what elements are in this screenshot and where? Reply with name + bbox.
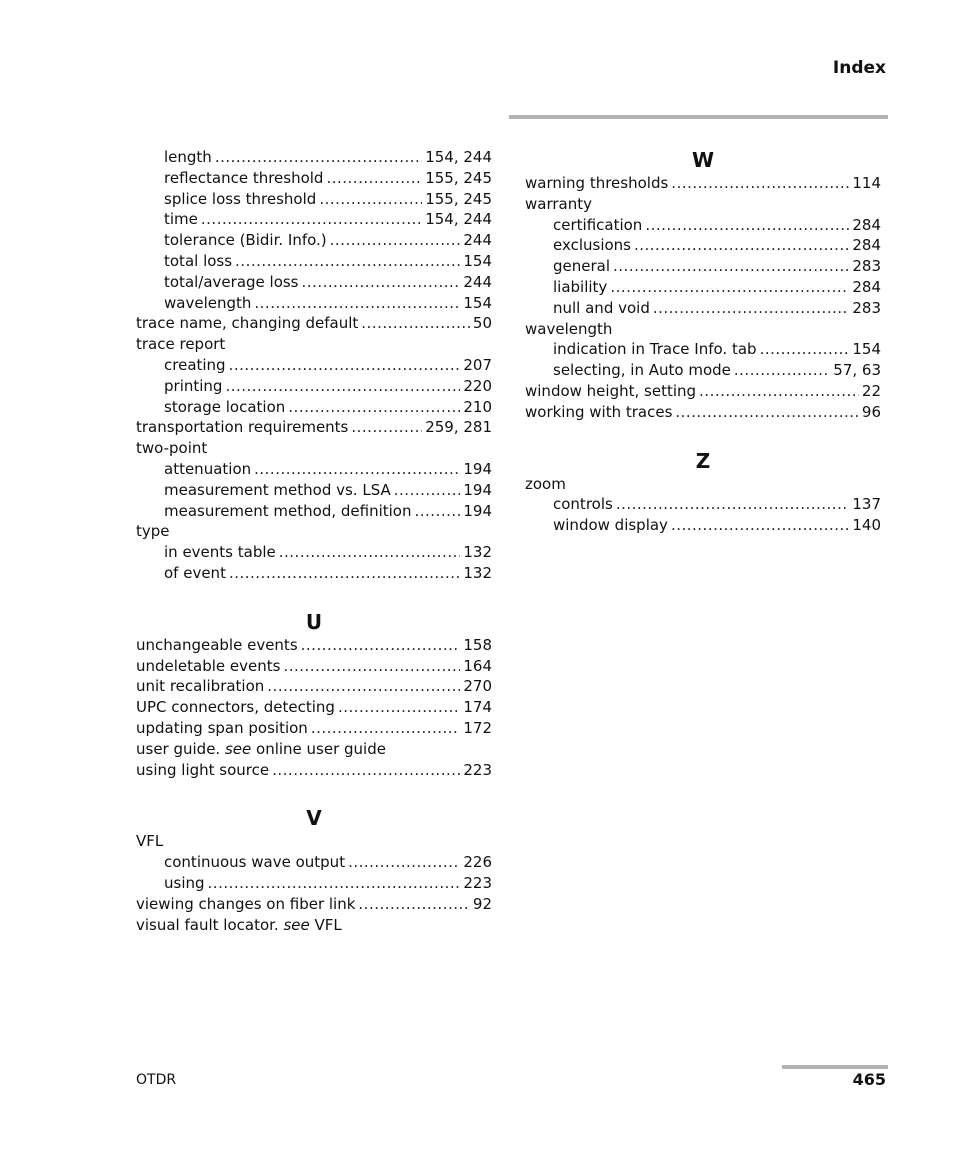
index-term bbox=[164, 542, 276, 563]
dot-leader bbox=[288, 397, 460, 418]
index-term-text: warning thresholds bbox=[525, 174, 669, 192]
index-term bbox=[164, 189, 316, 210]
index-term-text: printing bbox=[164, 376, 223, 395]
dot-leader bbox=[671, 173, 849, 194]
section-gap bbox=[525, 423, 881, 448]
index-term-text: trace report bbox=[136, 335, 226, 354]
index-subentry bbox=[525, 515, 881, 536]
dot-leader bbox=[208, 873, 461, 894]
index-term bbox=[136, 635, 298, 656]
index-entry bbox=[136, 831, 492, 852]
index-term-text: exclusions bbox=[553, 236, 631, 255]
page-reference: 164 bbox=[463, 656, 492, 675]
index-term-text: selecting, in Auto mode bbox=[553, 361, 731, 380]
index-entry bbox=[136, 894, 492, 915]
index-subentry bbox=[525, 339, 881, 360]
index-term bbox=[136, 718, 308, 739]
index-entry bbox=[525, 194, 881, 215]
header-rule bbox=[509, 115, 888, 119]
dot-leader bbox=[616, 494, 850, 515]
index-term-text: zoom bbox=[525, 474, 566, 493]
page-reference: 137 bbox=[852, 495, 881, 514]
page-reference: 226 bbox=[463, 853, 492, 872]
page-reference: 132 bbox=[463, 563, 492, 582]
index-entry bbox=[136, 760, 492, 781]
index-entry bbox=[136, 656, 492, 677]
index-term-text: working with traces bbox=[525, 402, 673, 421]
index-term-text: liability bbox=[553, 277, 608, 296]
index-subentry bbox=[136, 209, 492, 230]
page-reference: 259, 281 bbox=[425, 418, 492, 437]
index-subentry bbox=[136, 873, 492, 894]
index-term bbox=[136, 894, 355, 915]
page-reference: 194 bbox=[463, 501, 492, 520]
index-term bbox=[553, 277, 607, 298]
dot-leader bbox=[235, 251, 460, 272]
index-entry bbox=[525, 173, 881, 194]
page-reference: 174 bbox=[463, 698, 492, 717]
page-reference: 154 bbox=[463, 251, 492, 270]
index-entry bbox=[525, 381, 881, 402]
page-reference: 244 bbox=[463, 231, 492, 250]
dot-leader bbox=[302, 272, 461, 293]
index-entry bbox=[136, 915, 492, 936]
page-reference: 155, 245 bbox=[425, 168, 492, 187]
index-term bbox=[164, 168, 323, 189]
dot-leader bbox=[229, 563, 460, 584]
page-reference: 244 bbox=[463, 272, 492, 291]
dot-leader bbox=[645, 215, 849, 236]
page-reference: 158 bbox=[463, 635, 492, 654]
page-reference: 132 bbox=[463, 543, 492, 562]
index-term bbox=[553, 494, 613, 515]
index-letter-heading: U bbox=[305, 609, 323, 634]
index-term bbox=[136, 739, 386, 760]
page-reference: 194 bbox=[463, 459, 492, 478]
index-entry bbox=[136, 438, 492, 459]
index-term-text: using bbox=[164, 873, 205, 892]
dot-leader bbox=[361, 313, 470, 334]
index-subentry bbox=[525, 298, 881, 319]
index-term bbox=[164, 480, 391, 501]
index-subentry bbox=[525, 256, 881, 277]
index-term bbox=[553, 256, 610, 277]
index-subentry bbox=[525, 215, 881, 236]
page-reference: 194 bbox=[463, 480, 492, 499]
index-entry bbox=[136, 334, 492, 355]
see-reference: see bbox=[224, 739, 252, 758]
index-subentry bbox=[136, 272, 492, 293]
index-term-text: unchangeable events bbox=[136, 635, 298, 654]
dot-leader bbox=[358, 894, 470, 915]
index-entry bbox=[136, 739, 492, 760]
index-subentry bbox=[136, 293, 492, 314]
page-reference: 50 bbox=[472, 314, 492, 333]
index-term-text: using light source bbox=[136, 760, 270, 779]
page-reference: 284 bbox=[852, 215, 881, 234]
dot-leader bbox=[330, 230, 461, 251]
dot-leader bbox=[675, 402, 859, 423]
dot-leader bbox=[760, 339, 850, 360]
index-entry bbox=[525, 402, 881, 423]
index-term-text: undeletable events bbox=[136, 656, 281, 675]
index-subentry bbox=[525, 494, 881, 515]
dot-leader bbox=[215, 147, 422, 168]
index-term-text: attenuation bbox=[164, 459, 252, 478]
index-term-text: trace name, changing default bbox=[136, 314, 359, 333]
page-reference: 220 bbox=[463, 376, 492, 395]
page-reference: 283 bbox=[852, 298, 881, 317]
index-term-text: time bbox=[164, 210, 198, 229]
index-entry bbox=[525, 474, 881, 495]
dot-leader bbox=[734, 360, 830, 381]
index-term bbox=[164, 272, 299, 293]
page-reference: 223 bbox=[463, 760, 492, 779]
index-term bbox=[164, 852, 345, 873]
dot-leader bbox=[394, 480, 461, 501]
index-term-text: reflectance threshold bbox=[164, 168, 324, 187]
index-subentry bbox=[525, 360, 881, 381]
index-term-text: indication in Trace Info. tab bbox=[553, 340, 757, 359]
index-term bbox=[136, 521, 170, 542]
dot-leader bbox=[634, 235, 849, 256]
index-letter-heading: W bbox=[691, 148, 715, 172]
index-term-text: length bbox=[164, 148, 212, 166]
index-subentry bbox=[136, 168, 492, 189]
index-term-text: viewing changes on fiber link bbox=[136, 894, 356, 913]
page-reference: 22 bbox=[861, 381, 881, 400]
index-term-text: warranty bbox=[525, 194, 592, 213]
dot-leader bbox=[279, 542, 461, 563]
footer-rule bbox=[782, 1065, 888, 1069]
index-letter-heading: Z bbox=[695, 448, 711, 473]
footer-product: OTDR bbox=[136, 1072, 177, 1088]
index-term bbox=[136, 313, 358, 334]
page-number: 465 bbox=[852, 1070, 886, 1089]
see-target: VFL bbox=[309, 915, 342, 934]
index-term bbox=[164, 397, 285, 418]
index-subentry bbox=[136, 480, 492, 501]
section-gap bbox=[136, 584, 492, 609]
index-term bbox=[164, 230, 327, 251]
dot-leader bbox=[272, 760, 460, 781]
index-term-text: VFL bbox=[136, 832, 164, 851]
page-reference: 223 bbox=[463, 873, 492, 892]
index-term-text: total loss bbox=[164, 251, 233, 270]
index-term-text: window display bbox=[553, 516, 668, 535]
page-reference: 57, 63 bbox=[833, 361, 881, 380]
dot-leader bbox=[415, 501, 461, 522]
index-term-text: type bbox=[136, 522, 170, 541]
dot-leader bbox=[267, 676, 460, 697]
page-reference: 284 bbox=[852, 277, 881, 296]
index-term-text: two-point bbox=[136, 439, 208, 458]
page-reference: 114 bbox=[852, 174, 881, 192]
dot-leader bbox=[338, 697, 460, 718]
index-term-text: in events table bbox=[164, 543, 276, 562]
index-subentry bbox=[136, 501, 492, 522]
dot-leader bbox=[229, 355, 461, 376]
index-term bbox=[164, 459, 251, 480]
index-term bbox=[136, 676, 264, 697]
index-term bbox=[553, 339, 757, 360]
index-term-text: wavelength bbox=[164, 293, 252, 312]
index-term bbox=[136, 697, 335, 718]
index-term bbox=[136, 656, 280, 677]
index-entry bbox=[136, 697, 492, 718]
page-reference: 155, 245 bbox=[425, 189, 492, 208]
index-subentry bbox=[525, 235, 881, 256]
index-term-text: UPC connectors, detecting bbox=[136, 698, 335, 717]
index-term bbox=[525, 194, 592, 215]
index-term-text: storage location bbox=[164, 397, 286, 416]
index-term bbox=[136, 915, 342, 936]
index-subentry bbox=[136, 459, 492, 480]
index-term-text: null and void bbox=[553, 298, 650, 317]
see-target: online user guide bbox=[251, 739, 386, 758]
index-entry bbox=[136, 313, 492, 334]
index-term-text: wavelength bbox=[525, 319, 613, 338]
index-term bbox=[164, 209, 198, 230]
page-reference: 154, 244 bbox=[425, 148, 492, 166]
dot-leader bbox=[319, 189, 422, 210]
index-entry bbox=[525, 319, 881, 340]
index-term bbox=[553, 215, 642, 236]
index-term bbox=[525, 402, 672, 423]
index-term bbox=[525, 319, 612, 340]
page-reference: 270 bbox=[463, 677, 492, 696]
dot-leader bbox=[225, 376, 460, 397]
dot-leader bbox=[671, 515, 849, 536]
index-term-text: splice loss threshold bbox=[164, 189, 317, 208]
index-subentry bbox=[136, 397, 492, 418]
index-entry bbox=[136, 417, 492, 438]
index-term-text: of event bbox=[164, 563, 226, 582]
dot-leader bbox=[351, 417, 422, 438]
index-subentry bbox=[136, 251, 492, 272]
dot-leader bbox=[301, 635, 461, 656]
index-term bbox=[164, 355, 226, 376]
dot-leader bbox=[613, 256, 849, 277]
index-term bbox=[164, 563, 226, 584]
page-reference: 284 bbox=[852, 236, 881, 255]
index-term-text: measurement method vs. LSA bbox=[164, 480, 391, 499]
index-term bbox=[164, 251, 232, 272]
dot-leader bbox=[326, 168, 422, 189]
page-reference: 207 bbox=[463, 355, 492, 374]
index-subentry bbox=[136, 355, 492, 376]
index-entry bbox=[136, 676, 492, 697]
index-subentry bbox=[136, 376, 492, 397]
index-term-text: continuous wave output bbox=[164, 853, 346, 872]
dot-leader bbox=[653, 298, 850, 319]
index-entry bbox=[136, 718, 492, 739]
page-reference: 154, 244 bbox=[425, 210, 492, 229]
index-term-text: total/average loss bbox=[164, 272, 299, 291]
page-reference: 140 bbox=[852, 516, 881, 535]
index-term bbox=[136, 334, 225, 355]
index-column-right bbox=[525, 147, 881, 536]
index-term-text: creating bbox=[164, 355, 226, 374]
index-term-text: measurement method, definition bbox=[164, 501, 412, 520]
index-term-text: general bbox=[553, 257, 611, 276]
index-term bbox=[525, 381, 696, 402]
dot-leader bbox=[201, 209, 422, 230]
page-reference: 210 bbox=[463, 397, 492, 416]
index-term bbox=[164, 147, 212, 168]
index-term bbox=[136, 438, 207, 459]
index-term-text: unit recalibration bbox=[136, 677, 265, 696]
index-subentry bbox=[136, 147, 492, 168]
dot-leader bbox=[254, 293, 460, 314]
index-term bbox=[553, 235, 631, 256]
index-subentry bbox=[136, 852, 492, 873]
index-term-text: user guide. bbox=[136, 739, 225, 758]
page-reference: 172 bbox=[463, 718, 492, 737]
dot-leader bbox=[283, 656, 460, 677]
index-term-text: controls bbox=[553, 495, 613, 514]
dot-leader bbox=[311, 718, 461, 739]
index-entry bbox=[136, 635, 492, 656]
index-subentry bbox=[136, 542, 492, 563]
index-letter-heading: V bbox=[306, 806, 322, 831]
index-subentry bbox=[136, 189, 492, 210]
index-term bbox=[136, 760, 269, 781]
index-term-text: tolerance (Bidir. Info.) bbox=[164, 231, 327, 250]
dot-leader bbox=[348, 852, 460, 873]
index-term-text: certification bbox=[553, 215, 643, 234]
index-subentry bbox=[136, 563, 492, 584]
dot-leader bbox=[699, 381, 859, 402]
page-reference: 96 bbox=[861, 402, 881, 421]
index-term-text: window height, setting bbox=[525, 381, 697, 400]
running-header-title: Index bbox=[832, 58, 886, 78]
section-gap bbox=[136, 780, 492, 805]
index-term bbox=[525, 173, 668, 194]
index-term bbox=[553, 360, 731, 381]
index-term bbox=[553, 515, 668, 536]
index-term bbox=[164, 501, 412, 522]
page-reference: 92 bbox=[472, 894, 492, 913]
index-term bbox=[164, 293, 251, 314]
see-reference: see bbox=[283, 915, 310, 934]
page-reference: 154 bbox=[463, 293, 492, 312]
page-reference: 154 bbox=[852, 340, 881, 359]
index-term bbox=[553, 298, 650, 319]
index-subentry bbox=[136, 230, 492, 251]
page-reference: 283 bbox=[852, 257, 881, 276]
index-term bbox=[164, 873, 205, 894]
index-term bbox=[164, 376, 222, 397]
dot-leader bbox=[610, 277, 849, 298]
index-term-text: transportation requirements bbox=[136, 418, 349, 437]
index-term bbox=[136, 417, 348, 438]
index-column-left bbox=[136, 147, 492, 935]
index-term-text: updating span position bbox=[136, 718, 308, 737]
index-subentry bbox=[525, 277, 881, 298]
index-term-text: visual fault locator. bbox=[136, 915, 284, 934]
index-entry bbox=[136, 521, 492, 542]
index-term bbox=[136, 831, 163, 852]
index-term bbox=[525, 474, 566, 495]
dot-leader bbox=[254, 459, 460, 480]
